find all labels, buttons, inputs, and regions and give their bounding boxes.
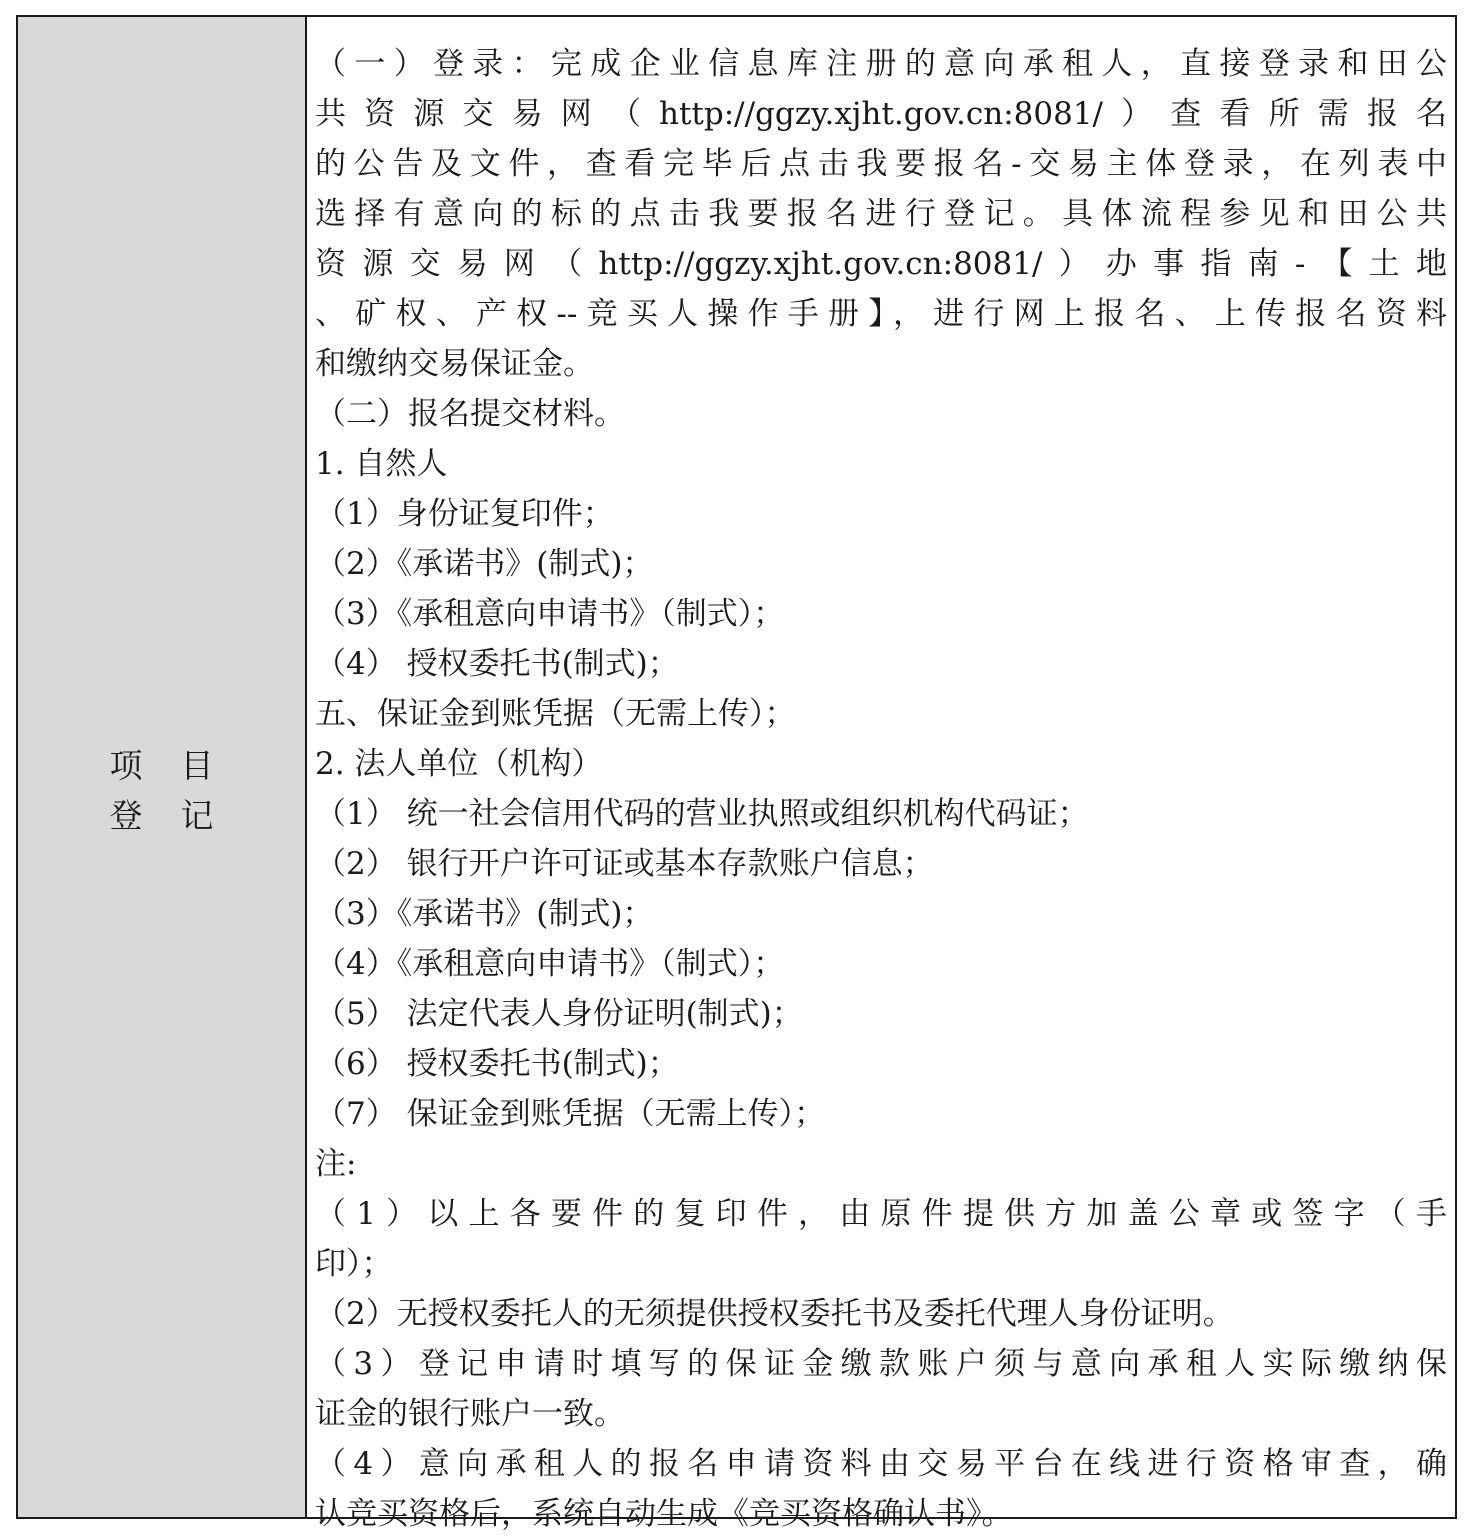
content-line: （1）身份证复印件； (315, 496, 614, 532)
content-line: 注: (315, 1146, 357, 1182)
content-line: 印）； (315, 1246, 393, 1282)
registration-table (16, 15, 1457, 1532)
content-line: （1）以上各要件的复印件，由原件提供方加盖公章或签字（手 (315, 1196, 1447, 1232)
content-line: （3）《承租意向申请书》（制式）； (315, 596, 785, 632)
content-line: （7） 保证金到账凭据（无需上传）； (315, 1096, 826, 1132)
content-line: （一）登录：完成企业信息库注册的意向承租人，直接登录和田公 (315, 46, 1447, 82)
content-line: 五、保证金到账凭据（无需上传）； (315, 696, 796, 732)
content-line: （5） 法定代表人身份证明(制式)； (315, 996, 803, 1032)
content-line: （2）无授权委托人的无须提供授权委托书及委托代理人身份证明。 (315, 1296, 1234, 1332)
content-line: （2） 银行开户许可证或基本存款账户信息； (315, 846, 934, 882)
content-line: 、矿权、产权--竞买人操作手册】，进行网上报名、上传报名资料 (315, 296, 1447, 332)
label-cell (18, 17, 307, 1517)
content-line: （3）《承诺书》(制式)； (315, 896, 654, 932)
content-line: （4） 授权委托书(制式)； (315, 646, 679, 682)
content-line: 2. 法人单位（机构） (315, 746, 603, 782)
content-line: 证金的银行账户一致。 (315, 1396, 625, 1432)
content-line: （1） 统一社会信用代码的营业执照或组织机构代码证； (315, 796, 1089, 832)
content-line: 共资源交易网（http://ggzy.xjht.gov.cn:8081/）查看所需报名 (315, 96, 1447, 132)
content-line: （3）登记申请时填写的保证金缴款账户须与意向承租人实际缴纳保 (315, 1346, 1447, 1382)
content-line: （2）《承诺书》(制式)； (315, 546, 654, 582)
content-line: （6） 授权委托书(制式)； (315, 1046, 679, 1082)
content-line: 的公告及文件，查看完毕后点击我要报名-交易主体登录，在列表中 (315, 146, 1447, 182)
content-line: （4）《承租意向申请书》（制式）； (315, 946, 785, 982)
content-line: 选择有意向的标的点击我要报名进行登记。具体流程参见和田公共 (315, 196, 1447, 232)
content-line: 和缴纳交易保证金。 (315, 346, 594, 382)
content-line: 资源交易网（http://ggzy.xjht.gov.cn:8081/）办事指南-【土地 (315, 246, 1447, 282)
content-line: （4）意向承租人的报名申请资料由交易平台在线进行资格审查，确 (315, 1446, 1447, 1482)
content-line: （二）报名提交材料。 (315, 396, 625, 432)
label-text (110, 741, 252, 841)
content-line: 认竞买资格后，系统自动生成《竞买资格确认书》。 (315, 1496, 1013, 1532)
content-line: 1. 自然人 (315, 446, 448, 482)
content-cell (307, 17, 1455, 1532)
label-line-2: 登记 (109, 796, 252, 835)
label-line-1: 项目 (109, 746, 252, 785)
